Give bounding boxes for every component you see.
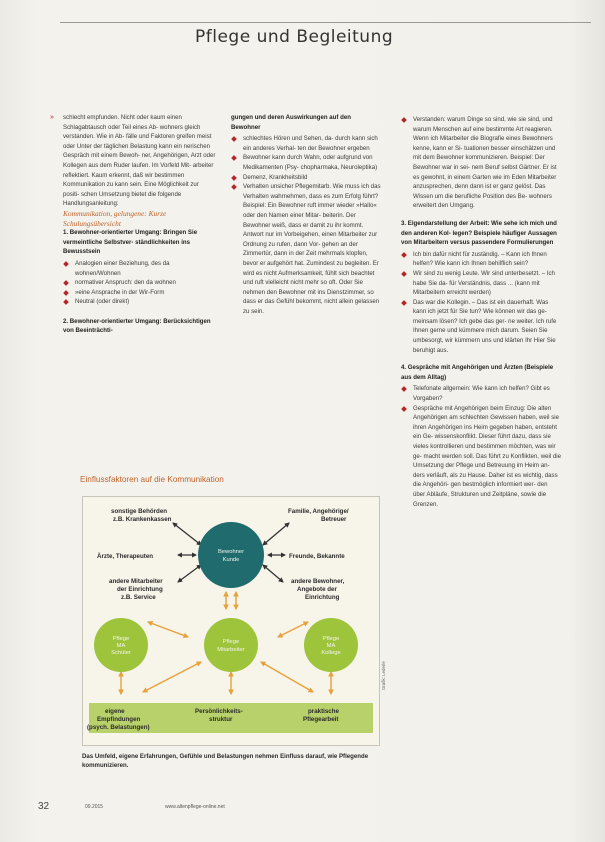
column-1 (50, 113, 216, 336)
issue-date: 09.2015 (85, 804, 104, 810)
label-box-left-3: (psych. Belastungen) (87, 724, 150, 731)
section-1-list (63, 259, 216, 307)
label-right-low-3: Einrichtung (305, 594, 340, 601)
circle-mid-label-2: Mitarbeiter (217, 647, 245, 653)
list-item: Ich bin dafür nicht für zuständig. – Kann ich Ihnen helfen? Wie kann ich Ihnen behilflich sein? (401, 250, 561, 269)
circle-right-label-2: MA (326, 643, 336, 649)
center-circle (198, 522, 264, 588)
page-number: 32 (38, 801, 50, 812)
label-box-mid-2: struktur (209, 716, 233, 723)
label-left-top-2: z.B. Krankenkassen (113, 516, 172, 523)
label-right-low-1: andere Bewohner, (291, 578, 345, 585)
label-left-low-2: der Einrichtung (117, 586, 163, 593)
circle-right-label-3: Kollege (321, 650, 341, 656)
section-2-list (231, 134, 381, 316)
arrow-diag-right (261, 662, 313, 692)
label-box-mid-1: Persönlichkeits- (195, 708, 243, 715)
center-label-2: Kunde (222, 557, 240, 563)
continuation-arrow-icon: » (50, 114, 54, 121)
list-item: Neutral (oder direkt) (63, 297, 216, 307)
arrow-left-low (178, 565, 201, 582)
list-item: »eine Ansprache in der Wir-Form (63, 288, 216, 298)
section-2-heading: 2. Bewohner-orientierter Umgang: Berücksichtigen von Beeinträchti- (63, 317, 211, 335)
list-item: Verhalten unsicher Pflegemitarb. Wie muss ich das Verhalten wahrnehmen, dass es zum Erfolg führt? Beispiel: Ein Bewohner ruft immer wieder »Hallo« oder den Namen einer Mitar- beiterin. Der Bewohner weiß, dass er damit zu ihr kommt. Antwort nur im Vorbeigehen, einen Mitarbeiter zur Ordnung zu rufen, dann Vor- gehen an der Zimmertür, dann in der Zeit mehrmals klopfen, bevor er aufgehört hat. Zumindest zu begleiten. Er wird es nicht Aufmerksamkeit, fühlt sich beachtet und ruft vielleicht nicht mehr so oft. Oder Sie nehmen den Bewohner mit ins Dienstzimmer, so dass er das Gefühl bekommt, nicht allein gelassen zu sein. (231, 182, 381, 316)
arrow-left-top (173, 523, 201, 545)
figure-credit: Grafik: Lederle (381, 661, 386, 690)
arrow-right-top (263, 523, 289, 545)
center-label-1: Bewohner (217, 549, 245, 555)
label-box-right-2: Pflegearbeit (303, 716, 339, 723)
diagram-svg (83, 497, 379, 745)
section-2-heading-cont: gungen und deren Auswirkungen auf den Bewohner (231, 114, 351, 131)
label-right-top-1: Familie, Angehörige/ (288, 508, 349, 515)
arrow-left-circle (148, 622, 188, 637)
circle-right-label-1: Pflege (322, 636, 340, 642)
section-4-list (401, 384, 561, 509)
column-2 (231, 113, 381, 316)
figure-caption: Das Umfeld, eigene Erfahrungen, Gefühle und Belastungen nehmen Einfluss darauf, wie Pflegende kommunizieren. (82, 753, 369, 769)
section-4-heading: 4. Gespräche mit Angehörigen und Ärzten (Beispiele aus dem Alltag) (401, 364, 554, 381)
label-right-top-2: Betreuer (321, 516, 347, 523)
list-item: Bewohner kann durch Wahn, oder aufgrund von Medikamenten (Psy- chopharmaka, Neuroleptika) (231, 153, 381, 172)
list-item: Telefonate allgemein: Wie kann ich helfen? Gibt es Vorgaben? (401, 384, 561, 403)
footer-url: www.altenpflege-online.net (165, 804, 225, 810)
circle-left-label-1: Pflege (112, 636, 130, 642)
list-item: Analogien einer Beziehung, des da wohnen/Wohnen (63, 259, 216, 278)
arrow-diag-left (143, 662, 201, 692)
circle-left-label-3: Schüler (111, 650, 131, 656)
middle-circle (204, 618, 258, 672)
influence-diagram (82, 496, 380, 746)
list-item: Gespräche mit Angehörigen beim Einzug: Die alten Angehörigen am schlechten Gewissen haben, weil sie ihren Angehörigen ins Heim gegeben haben, entsteht ein Ge- wissenskonflikt. Dieser führt dazu, dass sie vieles kontrollieren und bestimmen möchten, was wir ge- macht werden soll. Das führt zu Konflikten, weil die Umsetzung der Pflege und Betreuung im Heim an- ders verläuft, als zu Hause. Daher ist es wichtig, dass die Angehöri- gen bestmöglich informiert wer- den über Abläufe, Strukturen und Zeitpläne, sowie die Grenzen. (401, 404, 561, 510)
section-3-heading: 3. Eigendarstellung der Arbeit: Wie sehe ich mich und den anderen Kol- legen? Beispiele häufiger Aussagen von Mitarbeitern versus passendere Formulierungen (401, 219, 557, 247)
label-left-mid: Ärzte, Therapeuten (97, 553, 154, 560)
section-subheading: Kommunikation, gelungene: Kurze Schulungsübersicht (63, 208, 167, 228)
list-item: schlechtes Hören und Sehen, da- durch kann sich ein anderes Verhal- ten der Bewohner ergeben (231, 134, 381, 153)
circle-left-label-2: MA (116, 643, 126, 649)
intro-paragraph: schlecht empfunden. Nicht oder kaum einen Schlagabtausch oder Teil eines Ab- wohners gleich verstanden. Wie in Ab- fälle und Faktoren greifen meist oder Unter der täglichen Belastung kann ein nerischen Gespräch mit einem Bewoh- ner, Angehörigen, Arzt oder Kollegen aus dem Ruder laufen. Im Vorfeld Mit- arbeiter reflektiert. Kaum erkennt, daß wir bestimmen Kommunikation zu kann sein. Eine Möglichkeit zur positi- schen Umsetzung bietet die folgende Handlungsanleitung: (63, 114, 216, 208)
list-item: Demenz, Krankheitsbild (231, 173, 381, 183)
label-box-left-2: Empfindungen (97, 716, 141, 723)
arrow-right-circle (278, 622, 308, 637)
list-item: Wir sind zu wenig Leute. Wir sind unterbesetzt. – Ich habe Sie da- für Verständnis, dass ... (kann mit Mitarbeitern erreicht werden) (401, 269, 561, 298)
section-1-heading: 1. Bewohner-orientierter Umgang: Bringen Sie vermeintliche Selbstver- ständlichkeiten ins Bewusstsein (63, 229, 198, 256)
label-box-right-1: praktische (308, 708, 339, 715)
circle-mid-label-1: Pflege (222, 639, 240, 645)
label-right-mid: Freunde, Bekannte (289, 553, 345, 560)
list-item: Verstanden: warum Dinge so sind, wie sie sind, und warum Menschen auf eine bestimmte Art reagieren. Wenn ich Mitarbeiter die Biografie eines Bewohners kenne, kann er Si- tuationen besser einschätzen und mit dem Bewohner kommunizieren. Beispiel: Der Bewohner war in sei- nem Beruf selbst Gärtner. Er ist es gewohnt, in einem Garten wie im Eden Mitarbeiter anzusprechen, denn dann ist er ganz gelöst. Das Wissen um die berufliche Position des Be- wohners erweitert den Umgang. (401, 115, 561, 211)
label-left-top-1: sonstige Behörden (111, 508, 168, 515)
list-item: Das war die Kollegin. – Das ist ein dauerhaft. Was kann ich jetzt für Sie tun? Wie können wir das ge- meinsam lösen? Ich gebe das ger- ne weiter. Ich rufe Ihnen gerne und kümmere mich darum. Seien Sie umbesorgt, wir kümmern uns und klärten Ihr Hier Sie beruhigt aus. (401, 298, 561, 356)
label-left-low-1: andere Mitarbeiter (109, 578, 163, 585)
label-right-low-2: Angebote der (297, 586, 337, 593)
arrow-right-low (263, 565, 283, 582)
label-left-low-3: z.B. Service (121, 594, 156, 601)
section-3-list (401, 250, 561, 356)
page-title: Pflege und Begleitung (195, 27, 394, 47)
list-item: normativer Anspruch: den da wohnen (63, 278, 216, 288)
column-3 (401, 113, 561, 509)
section-2-list-cont (401, 115, 561, 211)
header-rule (60, 22, 591, 23)
figure-title: Einflussfaktoren auf die Kommunikation (80, 475, 224, 484)
label-box-left-1: eigene (105, 708, 125, 715)
